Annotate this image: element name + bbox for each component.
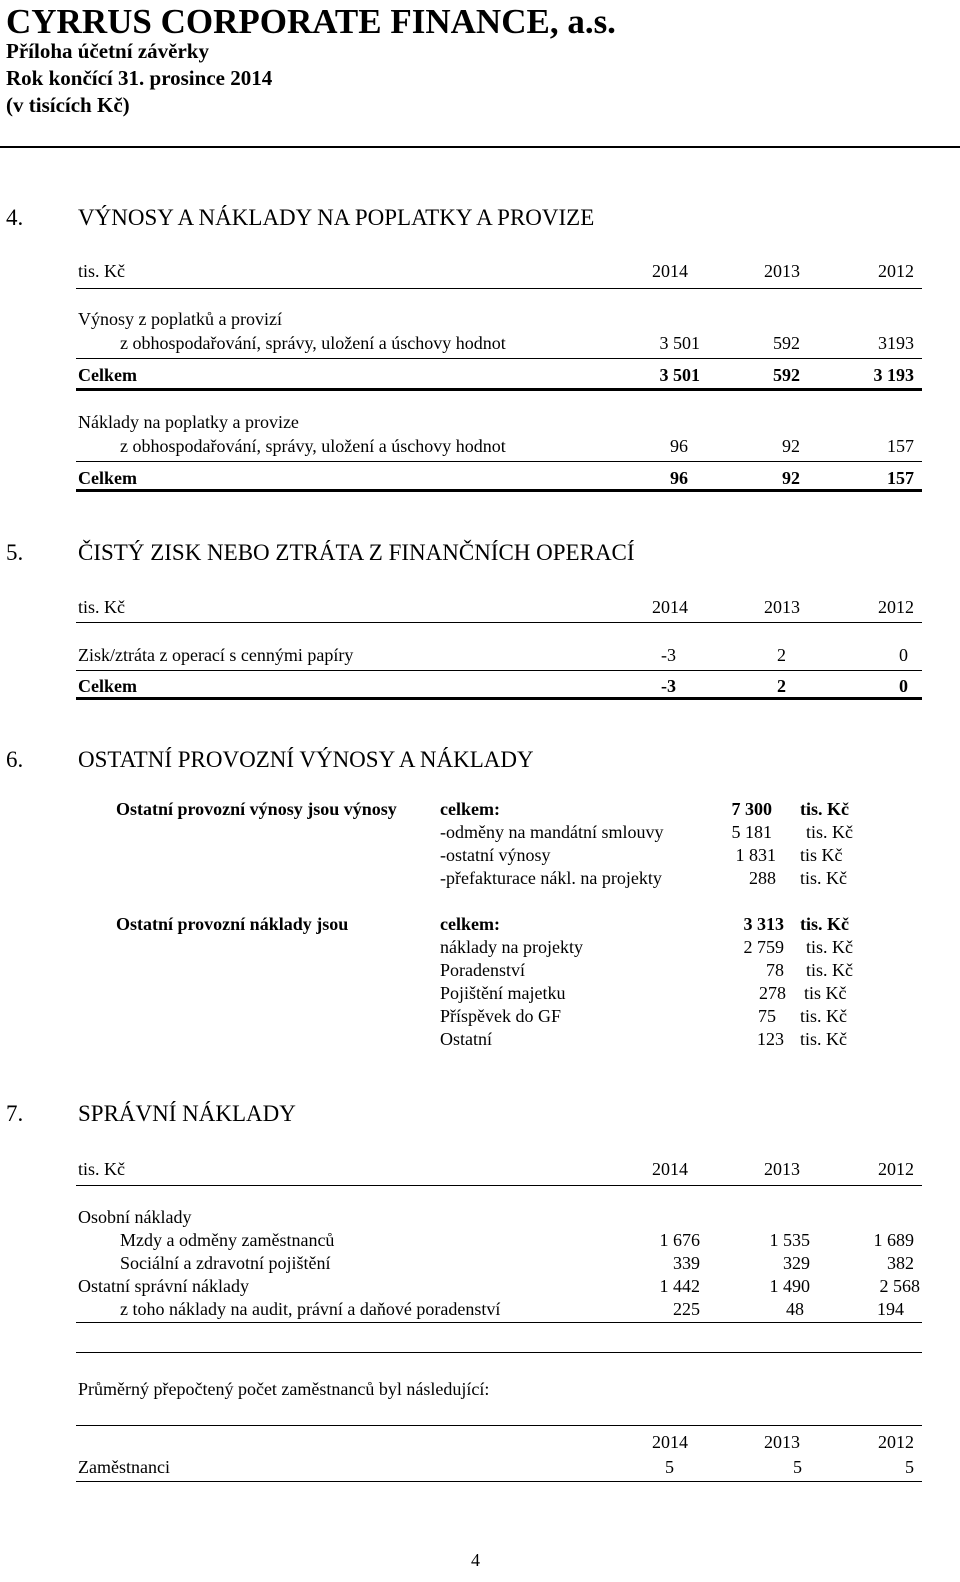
s5-total-2014: -3 <box>661 676 676 696</box>
s5-total-label: Celkem <box>78 676 137 696</box>
s7-row-label: z toho náklady na audit, právní a daňové poradenství <box>120 1299 501 1319</box>
s4-cost-rule <box>76 461 922 462</box>
s7-emp-rule <box>76 1481 922 1482</box>
s4-rev-total-2013: 592 <box>773 365 800 385</box>
s6-income-item-value: 288 <box>749 868 776 888</box>
s5-item-rule <box>76 670 922 671</box>
s6-cost-item-label: Příspěvek do GF <box>440 1006 561 1026</box>
s7-table-rule <box>76 1322 922 1323</box>
section-6-title: OSTATNÍ PROVOZNÍ VÝNOSY A NÁKLADY <box>78 747 534 772</box>
s6-cost-item-value: 278 <box>759 983 786 1003</box>
s7-emp-year-2014: 2014 <box>652 1432 688 1452</box>
s7-row-2013: 329 <box>783 1253 810 1273</box>
section-4-title: VÝNOSY A NÁKLADY NA POPLATKY A PROVIZE <box>78 205 595 230</box>
s7-employees-rule <box>76 1425 922 1426</box>
s4-rev-rule <box>76 358 922 359</box>
s6-cost-item-label: Pojištění majetku <box>440 983 566 1003</box>
s7-row-2012: 382 <box>887 1253 914 1273</box>
s4-cost-total-2013: 92 <box>782 468 800 488</box>
s4-unit: tis. Kč <box>78 261 125 281</box>
s7-row-2014: 1 676 <box>659 1230 700 1250</box>
s7-row-label: Osobní náklady <box>78 1207 192 1227</box>
s6-cost-total-unit: tis. Kč <box>800 914 849 934</box>
s5-unit: tis. Kč <box>78 597 125 617</box>
s7-year-2012: 2012 <box>878 1159 914 1179</box>
s6-cost-total-value: 3 313 <box>743 914 784 934</box>
s4-cost-2014: 96 <box>670 436 688 456</box>
s6-cost-label: Ostatní provozní náklady jsou <box>116 914 349 934</box>
s6-income-total-unit: tis. Kč <box>800 799 849 819</box>
s7-row-2013: 1 535 <box>769 1230 810 1250</box>
s6-income-item-label: -ostatní výnosy <box>440 845 551 865</box>
s4-year-2014: 2014 <box>652 261 688 281</box>
section-5-number: 5. <box>6 540 24 565</box>
header-line-1: Příloha účetní závěrky <box>6 39 209 63</box>
s6-income-total-value: 7 300 <box>731 799 772 819</box>
s5-total-rule <box>76 697 922 700</box>
s7-emp-2014: 5 <box>665 1457 674 1477</box>
s4-revenue-item: z obhospodařování, správy, uložení a úschovy hodnot <box>120 333 506 353</box>
section-4-number: 4. <box>6 205 24 230</box>
s7-emp-2013: 5 <box>793 1457 802 1477</box>
section-7-title: SPRÁVNÍ NÁKLADY <box>78 1101 296 1126</box>
s6-cost-item-unit: tis. Kč <box>806 960 853 980</box>
s6-income-item-unit: tis Kč <box>800 845 843 865</box>
s5-total-2013: 2 <box>777 676 786 696</box>
s6-cost-total-label: celkem: <box>440 914 500 934</box>
s7-row-2014: 225 <box>673 1299 700 1319</box>
s6-cost-item-value: 75 <box>758 1006 776 1026</box>
s4-cost-item: z obhospodařování, správy, uložení a úschovy hodnot <box>120 436 506 456</box>
s5-header-rule <box>76 622 922 623</box>
s7-emp-year-2012: 2012 <box>878 1432 914 1452</box>
section-6-number: 6. <box>6 747 24 772</box>
s4-revenue-label: Výnosy z poplatků a provizí <box>78 309 282 329</box>
s6-cost-item-label: Poradenství <box>440 960 525 980</box>
s4-cost-total-2014: 96 <box>670 468 688 488</box>
s6-cost-item-label: náklady na projekty <box>440 937 583 957</box>
s7-row-2012: 2 568 <box>879 1276 920 1296</box>
s7-unit: tis. Kč <box>78 1159 125 1179</box>
s4-rev-total-2014: 3 501 <box>659 365 700 385</box>
s7-row-2013: 1 490 <box>769 1276 810 1296</box>
s7-row-2014: 1 442 <box>659 1276 700 1296</box>
s5-year-2012: 2012 <box>878 597 914 617</box>
s6-income-item-label: -odměny na mandátní smlouvy <box>440 822 664 842</box>
company-name: CYRRUS CORPORATE FINANCE, a.s. <box>6 2 616 41</box>
s7-row-label: Ostatní správní náklady <box>78 1276 249 1296</box>
s6-income-total-label: celkem: <box>440 799 500 819</box>
s5-year-2014: 2014 <box>652 597 688 617</box>
s4-cost-2013: 92 <box>782 436 800 456</box>
s4-cost-2012: 157 <box>887 436 914 456</box>
section-7-number: 7. <box>6 1101 24 1126</box>
s5-total-2012: 0 <box>899 676 908 696</box>
section-5-title: ČISTÝ ZISK NEBO ZTRÁTA Z FINANČNÍCH OPERACÍ <box>78 540 635 565</box>
s6-income-item-unit: tis. Kč <box>800 868 847 888</box>
s7-year-2014: 2014 <box>652 1159 688 1179</box>
s7-employees-top-rule <box>76 1352 922 1353</box>
s6-cost-item-value: 2 759 <box>743 937 784 957</box>
s4-rev-2013: 592 <box>773 333 800 353</box>
header-line-3: (v tisících Kč) <box>6 93 130 117</box>
s4-cost-total-label: Celkem <box>78 468 137 488</box>
s6-cost-item-value: 123 <box>757 1029 784 1049</box>
s6-cost-item-unit: tis. Kč <box>800 1029 847 1049</box>
s7-year-2013: 2013 <box>764 1159 800 1179</box>
s6-income-label: Ostatní provozní výnosy jsou výnosy <box>116 799 397 819</box>
s4-rev-total-rule <box>76 388 922 391</box>
s4-year-2012: 2012 <box>878 261 914 281</box>
s5-item-label: Zisk/ztráta z operací s cennými papíry <box>78 645 354 665</box>
s4-header-rule <box>76 288 922 289</box>
s7-emp-2012: 5 <box>905 1457 914 1477</box>
s4-rev-total-label: Celkem <box>78 365 137 385</box>
s7-row-2014: 339 <box>673 1253 700 1273</box>
s5-item-2014: -3 <box>661 645 676 665</box>
s6-income-item-value: 1 831 <box>735 845 776 865</box>
s6-income-item-value: 5 181 <box>731 822 772 842</box>
s5-item-2012: 0 <box>899 645 908 665</box>
page-number: 4 <box>471 1550 480 1570</box>
s4-rev-2012: 3193 <box>878 333 914 353</box>
s7-employees-intro: Průměrný přepočtený počet zaměstnanců byl následující: <box>78 1379 490 1399</box>
s4-year-2013: 2013 <box>764 261 800 281</box>
s6-income-item-unit: tis. Kč <box>806 822 853 842</box>
header-divider <box>0 146 960 148</box>
s7-row-2013: 48 <box>786 1299 804 1319</box>
s7-emp-label: Zaměstnanci <box>78 1457 170 1477</box>
s4-cost-total-2012: 157 <box>887 468 914 488</box>
s5-item-2013: 2 <box>777 645 786 665</box>
s6-cost-item-unit: tis Kč <box>804 983 847 1003</box>
s5-year-2013: 2013 <box>764 597 800 617</box>
s7-emp-year-2013: 2013 <box>764 1432 800 1452</box>
s6-cost-item-value: 78 <box>766 960 784 980</box>
s4-cost-total-rule <box>76 489 922 492</box>
s7-header-rule <box>76 1185 922 1186</box>
s6-income-item-label: -přefakturace nákl. na projekty <box>440 868 662 888</box>
s6-cost-item-unit: tis. Kč <box>806 937 853 957</box>
s7-row-label: Mzdy a odměny zaměstnanců <box>120 1230 335 1250</box>
s4-cost-label: Náklady na poplatky a provize <box>78 412 299 432</box>
s4-rev-2014: 3 501 <box>659 333 700 353</box>
s7-row-label: Sociální a zdravotní pojištění <box>120 1253 331 1273</box>
header-line-2: Rok končící 31. prosince 2014 <box>6 66 273 90</box>
s6-cost-item-unit: tis. Kč <box>800 1006 847 1026</box>
s6-cost-item-label: Ostatní <box>440 1029 492 1049</box>
s7-row-2012: 1 689 <box>873 1230 914 1250</box>
s4-rev-total-2012: 3 193 <box>873 365 914 385</box>
s7-row-2012: 194 <box>877 1299 904 1319</box>
